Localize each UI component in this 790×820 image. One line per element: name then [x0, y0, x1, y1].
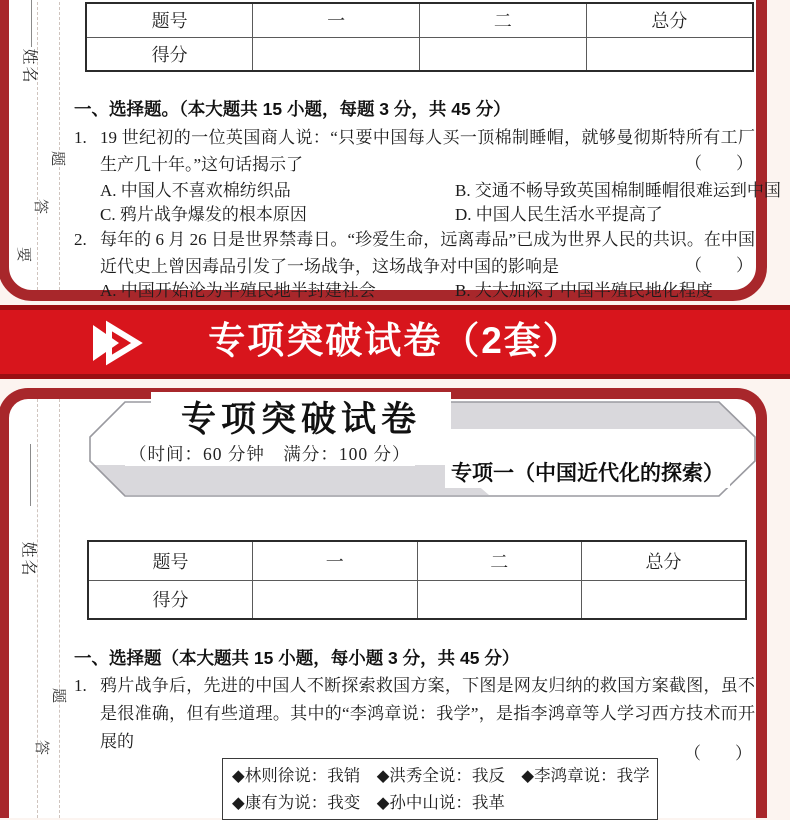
score-table-cell: 得分 — [86, 37, 253, 71]
score-table — [87, 540, 747, 620]
option-d: D. 中国人民生活水平提高了 — [455, 205, 663, 224]
question-1 — [74, 124, 755, 178]
seal-text-char: 题 — [50, 687, 67, 704]
scheme-quote-box — [222, 758, 658, 820]
score-table-score-row — [88, 580, 746, 619]
bottom-exam-sheet — [0, 388, 767, 818]
paper-header-decoration — [89, 401, 756, 497]
seal-dashed-line — [59, 0, 60, 290]
scheme-line: ◆康有为说：我变 ◆孙中山说：我革 — [232, 793, 505, 812]
score-table-header-row — [86, 3, 753, 37]
banner-title: 专项突破试卷（2套） — [208, 320, 582, 361]
score-table-cell: 一 — [253, 3, 420, 37]
name-field-label: 姓名 — [19, 541, 37, 578]
name-blank-line — [30, 444, 31, 506]
answer-bracket: （ ） — [685, 256, 753, 275]
question-text: 19 世纪初的一位英国商人说：“只要中国每人买一顶棉制睡帽，就够曼彻斯特所有工厂生产几十年。”这句话揭示了 — [100, 128, 755, 174]
seal-text-char: 题 — [49, 150, 66, 167]
seal-dashed-line — [59, 399, 60, 818]
score-table-header-row — [88, 541, 746, 580]
score-table-cell: 得分 — [88, 580, 253, 619]
score-table — [85, 2, 754, 72]
score-table-cell: 题号 — [86, 3, 253, 37]
score-table-empty-cell — [253, 37, 420, 71]
section-heading: 一、选择题（本大题共 15 小题，每小题 3 分，共 45 分） — [74, 648, 520, 668]
answer-bracket: （ ） — [684, 744, 752, 763]
score-table-cell: 二 — [420, 3, 587, 37]
score-table-cell: 一 — [253, 541, 418, 580]
score-table-empty-cell — [253, 580, 418, 619]
option-b: B. 交通不畅导致英国棉制睡帽很难运到中国 — [455, 181, 781, 200]
paper-subtitle: （时间：60 分钟 满分：100 分） — [125, 441, 415, 466]
option-a: A. 中国人不喜欢棉纺织品 — [100, 181, 291, 200]
options-row — [100, 200, 755, 225]
options-row — [100, 276, 755, 301]
score-table-cell: 题号 — [88, 541, 253, 580]
seal-text-char: 答 — [33, 739, 50, 756]
option-b: B. 大大加深了中国半殖民地化程度 — [455, 281, 713, 300]
question-text: 每年的 6 月 26 日是世界禁毒日。“珍爱生命，远离毒品”已成为世界人民的共识。在中国近代史上曾因毒品引发了一场战争，这场战争对中国的影响是 — [100, 230, 755, 276]
name-field-label: 姓名 — [20, 48, 38, 85]
question-2 — [74, 226, 755, 280]
section-heading: 一、选择题。（本大题共 15 小题，每题 3 分，共 45 分） — [74, 99, 511, 119]
score-table-cell: 二 — [417, 541, 582, 580]
name-blank-line — [31, 0, 32, 47]
answer-bracket: （ ） — [685, 154, 753, 173]
question-number: 2. — [74, 230, 87, 249]
option-a: A. 中国开始沦为半殖民地半封建社会 — [100, 281, 376, 300]
seal-text-char: 要 — [15, 246, 32, 263]
score-table-score-row — [86, 37, 753, 71]
question-number: 1. — [74, 676, 87, 695]
topic-label: 专项一（中国近代化的探索） — [445, 456, 730, 488]
score-table-empty-cell — [417, 580, 582, 619]
option-c: C. 鸦片战争爆发的根本原因 — [100, 205, 307, 224]
score-table-cell: 总分 — [586, 3, 753, 37]
question-number: 1. — [74, 128, 87, 147]
score-table-empty-cell — [420, 37, 587, 71]
seal-text-char: 答 — [32, 198, 49, 215]
seal-dashed-line — [37, 0, 38, 290]
score-table-cell: 总分 — [582, 541, 747, 580]
score-table-empty-cell — [582, 580, 747, 619]
scheme-line: ◆林则徐说：我销 ◆洪秀全说：我反 ◆李鸿章说：我学 — [232, 766, 650, 785]
options-row — [100, 176, 781, 201]
score-table-empty-cell — [586, 37, 753, 71]
section-banner — [0, 305, 790, 379]
top-exam-sheet — [0, 0, 781, 301]
paper-title: 专项突破试卷 — [151, 392, 451, 442]
question-text: 鸦片战争后，先进的中国人不断探索救国方案，下图是网友归纳的救国方案截图，虽不是很准确，但有些道理。其中的“李鸿章说：我学”，是指李鸿章等人学习西方技术而开展的 — [100, 676, 755, 751]
